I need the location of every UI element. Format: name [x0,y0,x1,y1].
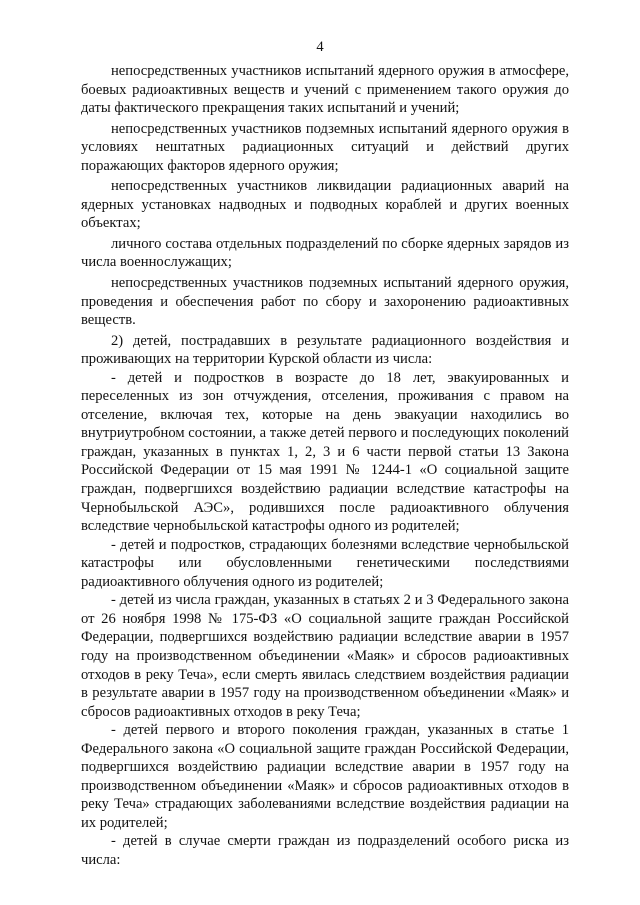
page-number: 4 [316,39,324,55]
paragraph-underground-tests-emergency: непосредственных участников подземных испытаний ядерного оружия в условиях нештатных радиационных ситуаций и действий других поражающих факторов ядерного оружия; [81,120,569,174]
paragraph-ship-accidents: непосредственных участников ликвидации радиационных аварий на ядерных установках надводных и подводных кораблей и других военных объектах; [81,178,569,232]
paragraph-children-chernobyl-ill: - детей и подростков, страдающих болезнями вследствие чернобыльской катастрофы или обусловленными генетическими последствиями радиоактивного облучения одного из родителей; [81,536,569,590]
paragraph-children-special-risk: - детей в случае смерти граждан из подразделений особого риска из числа: [81,833,569,868]
paragraph-children-mayak-generations: - детей первого и второго поколения граждан, указанных в статье 1 Федерального закона «О социальной защите граждан Российской Федерации, подвергшихся воздействию радиации вследствие аварии в 1957 году на производственном объединении «Маяк» и сбросов радиоактивных отходов в реку Теча» страдающих заболеваниями вследствие воздействия радиации на их родителей; [81,722,569,831]
paragraph-children-chernobyl-evacuated: - детей и подростков в возрасте до 18 лет, эвакуированных и переселенных из зон отчуждения, отселения, проживания с правом на отселение, включая тех, которые на день эвакуации находились во внутриутробном состоянии, а также детей первого и последующих поколений граждан, указанных в пунктах 1, 2, 3 и 6 части первой статьи 13 Закона Российской Федерации от 15 мая 1991 № 1244-1 «О социальной защите граждан, подвергшихся воздействию радиации вследствие катастрофы на Чернобыльской АЭС», родившихся после радиоактивного облучения вследствие чернобыльской катастрофы одного из родителей; [81,369,569,535]
paragraph-children-heading: 2) детей, пострадавших в результате радиационного воздействия и проживающих на территории Курской области из числа: [81,332,569,368]
paragraph-underground-tests-burial: непосредственных участников подземных испытаний ядерного оружия, проведения и обеспечения работ по сбору и захоронению радиоактивных веществ. [81,275,569,329]
paragraph-assembly-units: личного состава отдельных подразделений по сборке ядерных зарядов из числа военнослужащих; [81,235,569,271]
document-body [81,62,569,870]
paragraph-children-mayak-deceased: - детей из числа граждан, указанных в статьях 2 и 3 Федерального закона от 26 ноября 1998 № 175-ФЗ «О социальной защите граждан Российской Федерации, подвергшихся воздействию радиации вследствие аварии в 1957 году на производственном объединении «Маяк» и сбросов радиоактивных отходов в реку Теча», если смерть явилась следствием воздействия радиации в результате аварии в 1957 году на производственном объединении «Маяк» и сбросов радиоактивных отходов в реку Теча; [81,592,569,720]
paragraph-atmospheric-tests: непосредственных участников испытаний ядерного оружия в атмосфере, боевых радиоактивных веществ и учений с применением такого оружия до даты фактического прекращения таких испытаний и учений; [81,63,569,117]
